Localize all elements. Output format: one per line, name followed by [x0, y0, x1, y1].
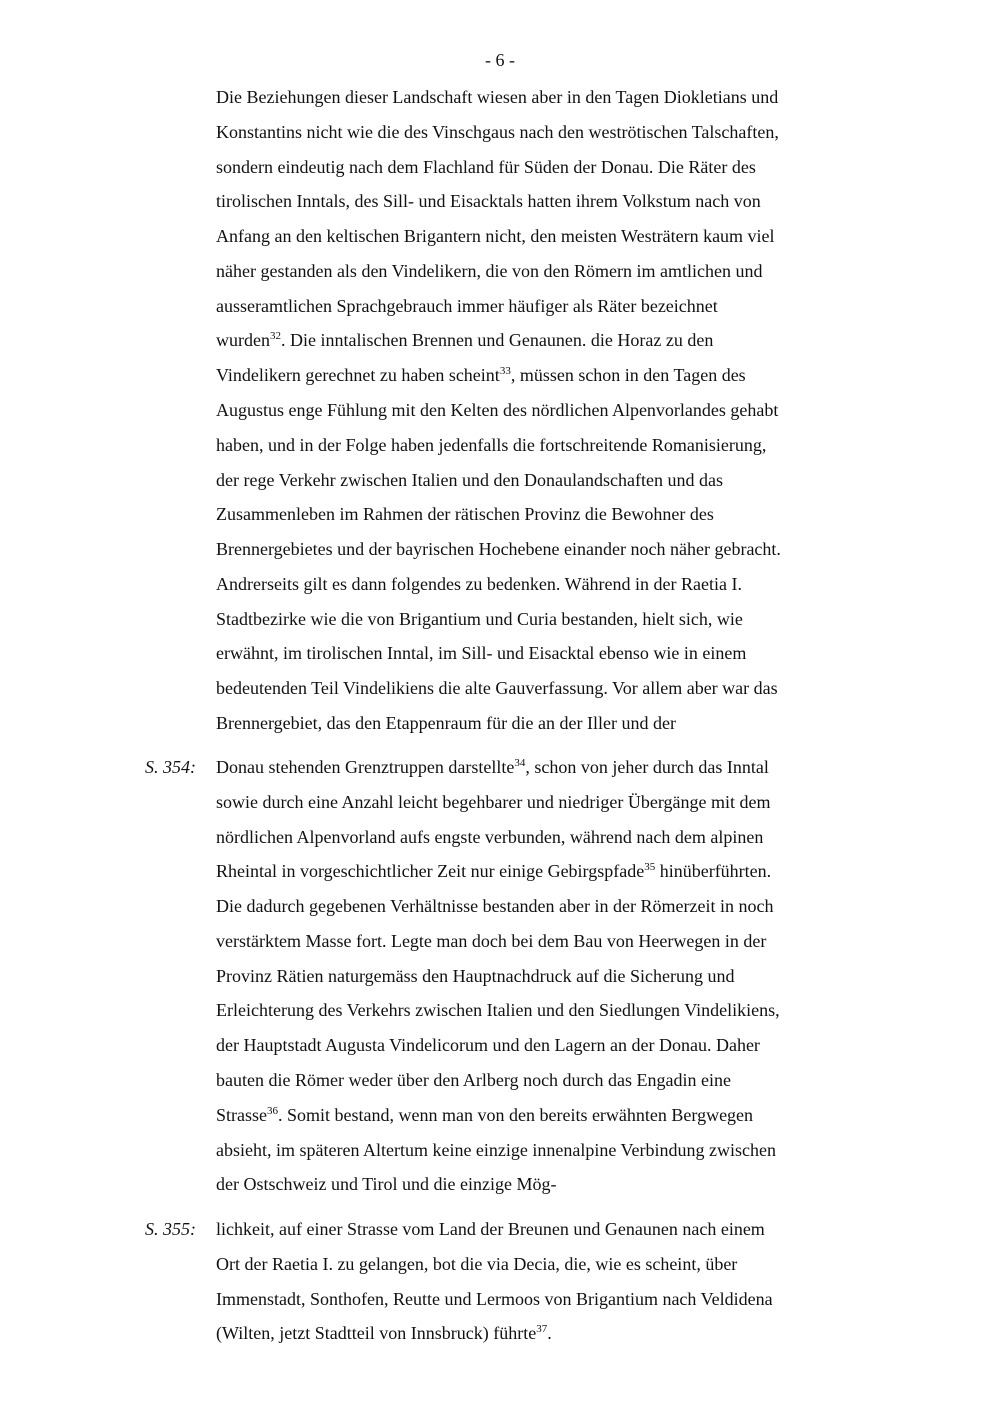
footnote-reference: 36: [267, 1104, 278, 1117]
text-line: Brennergebietes und der bayrischen Hochebene einander noch näher gebracht.: [216, 539, 781, 560]
text-segment: Vindelikern gerechnet zu haben scheint: [216, 365, 500, 386]
text-line: der rege Verkehr zwischen Italien und den Donaulandschaften und das: [216, 469, 723, 490]
text-line: Die dadurch gegebenen Verhältnisse bestanden aber in der Römerzeit in noch: [216, 896, 774, 917]
text-line: [216, 755, 769, 779]
text-line: tirolischen Inntals, des Sill- und Eisacktals hatten ihrem Volkstum nach von: [216, 191, 761, 212]
text-line: [216, 859, 771, 883]
footnote-reference: 34: [514, 757, 526, 769]
text-line: verstärktem Masse fort. Legte man doch bei dem Bau von Heerwegen in der: [216, 930, 767, 951]
text-line: [216, 328, 713, 352]
text-segment: , müssen schon in den Tagen des: [510, 365, 746, 386]
text-line: der Ostschweiz und Tirol und die einzige Mög-: [216, 1174, 557, 1195]
text-line: sondern eindeutig nach dem Flachland für Süden der Donau. Die Räter des: [216, 156, 756, 177]
text-line: nördlichen Alpenvorland aufs engste verbunden, während nach dem alpinen: [216, 826, 764, 847]
text-line: haben, und in der Folge haben jedenfalls die fortschreitende Romanisierung,: [216, 434, 767, 455]
text-line: lichkeit, auf einer Strasse vom Land der Breunen und Genaunen nach einem: [216, 1219, 765, 1239]
text-segment: . Die inntalischen Brennen und Genaunen. die Horaz zu den: [280, 330, 714, 351]
footnote-reference: 32: [269, 330, 281, 343]
text-segment: hinüberführten.: [655, 861, 772, 882]
text-segment: Rheintal in vorgeschichtlicher Zeit nur einige Gebirgspfade: [216, 861, 645, 882]
text-line: Anfang an den keltischen Brigantern nicht, den meisten Westrätern kaum viel: [216, 226, 775, 247]
page-number: - 6 -: [485, 50, 515, 70]
text-line: [216, 363, 746, 387]
text-segment: . Somit bestand, wenn man von den bereits erwähnten Bergwegen: [278, 1104, 754, 1125]
footnote-reference: 35: [644, 861, 656, 874]
text-line: Andrerseits gilt es dann folgendes zu bedenken. Während in der Raetia I.: [216, 573, 742, 594]
text-line: absieht, im späteren Altertum keine einzige innenalpine Verbindung zwischen: [216, 1139, 777, 1160]
text-line: Immenstadt, Sonthofen, Reutte und Lermoos von Brigantium nach Veldidena: [216, 1288, 773, 1309]
text-line: [216, 1321, 552, 1345]
text-line: bedeutenden Teil Vindelikiens die alte Gauverfassung. Vor allem aber war das: [216, 678, 778, 699]
text-line: Provinz Rätien naturgemäss den Hauptnachdruck auf die Sicherung und: [216, 965, 735, 986]
text-segment: Donau stehenden Grenztruppen darstellte: [216, 757, 515, 777]
text-line: Die Beziehungen dieser Landschaft wiesen aber in den Tagen Diokletians und: [216, 87, 779, 107]
text-line: [216, 1103, 753, 1127]
text-segment: (Wilten, jetzt Stadtteil von Innsbruck) führte: [216, 1323, 537, 1344]
text-line: erwähnt, im tirolischen Inntal, im Sill- und Eisacktal ebenso wie in einem: [216, 643, 747, 664]
text-line: Brennergebiet, das den Etappenraum für die an der Iller und der: [216, 713, 676, 734]
text-line: Stadtbezirke wie die von Brigantium und Curia bestanden, hielt sich, wie: [216, 608, 743, 629]
text-segment: wurden: [216, 330, 270, 351]
footnote-reference: 33: [499, 365, 511, 378]
text-line: sowie durch eine Anzahl leicht begehbarer und niedriger Übergänge mit dem: [216, 791, 771, 812]
text-segment: .: [547, 1323, 552, 1344]
text-line: Konstantins nicht wie die des Vinschgaus nach den weströtischen Talschaften,: [216, 121, 779, 142]
text-line: Ort der Raetia I. zu gelangen, bot die via Decia, die, wie es scheint, über: [216, 1253, 738, 1274]
text-line: bauten die Römer weder über den Arlberg noch durch das Engadin eine: [216, 1070, 731, 1091]
text-segment: Strasse: [216, 1104, 267, 1125]
footnote-reference: 37: [536, 1323, 548, 1336]
text-line: Augustus enge Fühlung mit den Kelten des nördlichen Alpenvorlandes gehabt: [216, 400, 779, 421]
page-reference-margin-note: S. 354:: [145, 757, 196, 777]
text-line: der Hauptstadt Augusta Vindelicorum und den Lagern an der Donau. Daher: [216, 1035, 760, 1056]
text-segment: , schon von jeher durch das Inntal: [525, 757, 769, 777]
text-line: Erleichterung des Verkehrs zwischen Italien und den Siedlungen Vindelikiens,: [216, 1000, 780, 1021]
text-line: Zusammenleben im Rahmen der rätischen Provinz die Bewohner des: [216, 504, 714, 525]
text-line: näher gestanden als den Vindelikern, die von den Römern im amtlichen und: [216, 260, 763, 281]
page-reference-margin-note: S. 355:: [145, 1219, 196, 1239]
text-line: ausseramtlichen Sprachgebrauch immer häufiger als Räter bezeichnet: [216, 295, 718, 316]
